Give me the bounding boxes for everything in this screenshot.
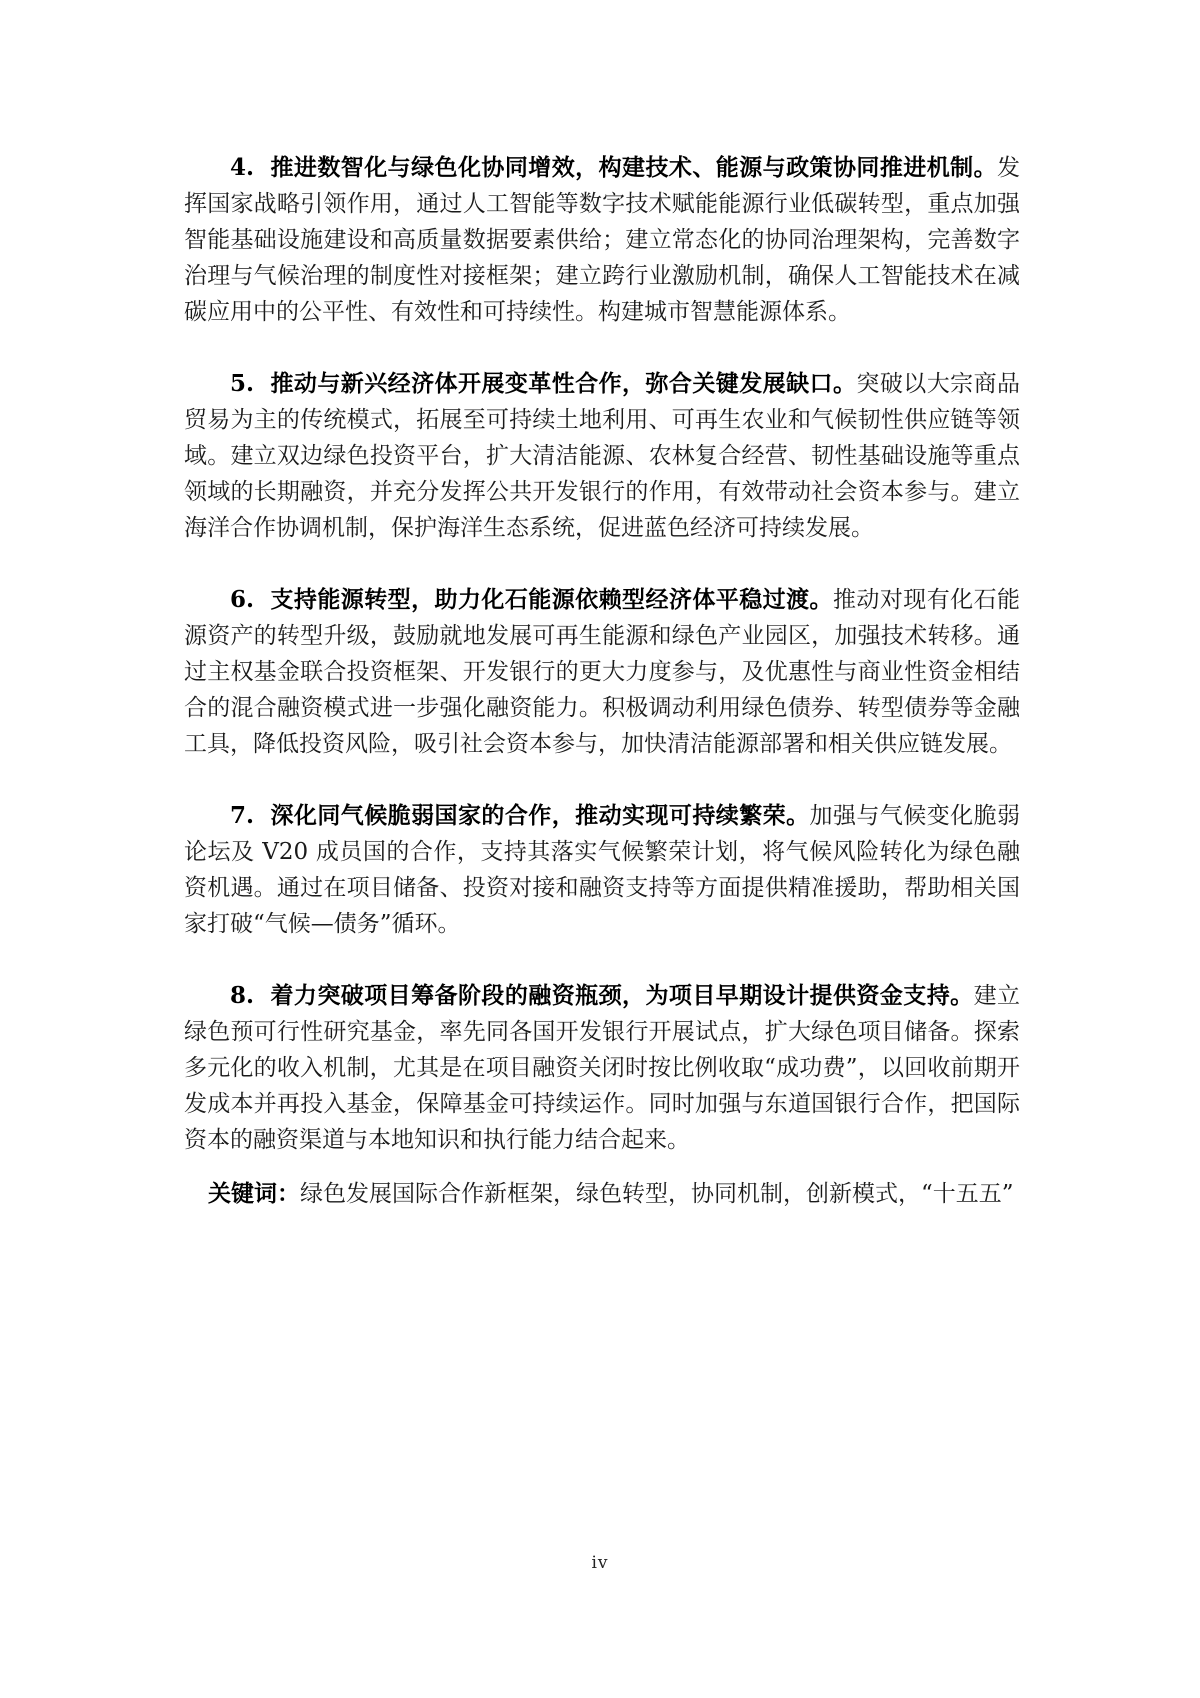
recommendation-4 xyxy=(184,150,1020,330)
item-body: 建立绿色预可行性研究基金，率先同各国开发银行开展试点，扩大绿色项目储备。探索多元化的收入机制，尤其是在项目融资关闭时按比例收取“成功费”，以回收前期开发成本并再投入基金，保障基金可持续运作。同时加强与东道国银行合作，把国际资本的融资渠道与本地知识和执行能力结合起来。 xyxy=(184,983,1021,1153)
item-heading: 支持能源转型，助力化石能源依赖型经济体平稳过渡。 xyxy=(270,586,833,613)
item-heading: 推进数智化与绿色化协同增效，构建技术、能源与政策协同推进机制。 xyxy=(270,154,997,181)
item-number: 6. xyxy=(230,586,255,613)
recommendation-6 xyxy=(184,582,1020,762)
item-number: 5. xyxy=(230,370,255,397)
item-heading: 推动与新兴经济体开展变革性合作，弥合关键发展缺口。 xyxy=(270,370,857,397)
item-number: 7. xyxy=(230,802,255,829)
item-body: 发挥国家战略引领作用，通过人工智能等数字技术赋能能源行业低碳转型，重点加强智能基础设施建设和高质量数据要素供给；建立常态化的协同治理架构，完善数字治理与气候治理的制度性对接框架；建立跨行业激励机制，确保人工智能技术在减碳应用中的公平性、有效性和可持续性。构建城市智慧能源体系。 xyxy=(184,155,1020,325)
item-body: 突破以大宗商品贸易为主的传统模式，拓展至可持续土地利用、可再生农业和气候韧性供应链等领域。建立双边绿色投资平台，扩大清洁能源、农林复合经营、韧性基础设施等重点领域的长期融资，并充分发挥公共开发银行的作用，有效带动社会资本参与。建立海洋合作协调机制，保护海洋生态系统，促进蓝色经济可持续发展。 xyxy=(184,371,1021,541)
recommendation-5 xyxy=(184,366,1020,546)
item-heading: 着力突破项目筹备阶段的融资瓶颈，为项目早期设计提供资金支持。 xyxy=(270,982,974,1009)
keywords-label: 关键词： xyxy=(208,1180,300,1207)
item-number: 4. xyxy=(230,154,255,181)
item-number: 8. xyxy=(230,982,255,1009)
keywords-line xyxy=(184,1176,1020,1212)
item-body: 推动对现有化石能源资产的转型升级，鼓励就地发展可再生能源和绿色产业园区，加强技术转移。通过主权基金联合投资框架、开发银行的更大力度参与，及优惠性与商业性资金相结合的混合融资模式进一步强化融资能力。积极调动利用绿色债券、转型债券等金融工具，降低投资风险，吸引社会资本参与，加快清洁能源部署和相关供应链发展。 xyxy=(184,587,1021,757)
document-body xyxy=(184,150,1020,1212)
item-heading: 深化同气候脆弱国家的合作，推动实现可持续繁荣。 xyxy=(270,802,810,829)
keywords-text: 绿色发展国际合作新框架，绿色转型，协同机制，创新模式，“十五五” xyxy=(300,1181,1014,1207)
item-body: 加强与气候变化脆弱论坛及 V20 成员国的合作，支持其落实气候繁荣计划，将气候风险转化为绿色融资机遇。通过在项目储备、投资对接和融资支持等方面提供精准援助，帮助相关国家打破“气候—债务”循环。 xyxy=(184,803,1021,937)
page-number: iv xyxy=(591,1553,609,1573)
recommendation-8 xyxy=(184,978,1020,1158)
recommendation-7 xyxy=(184,798,1020,942)
